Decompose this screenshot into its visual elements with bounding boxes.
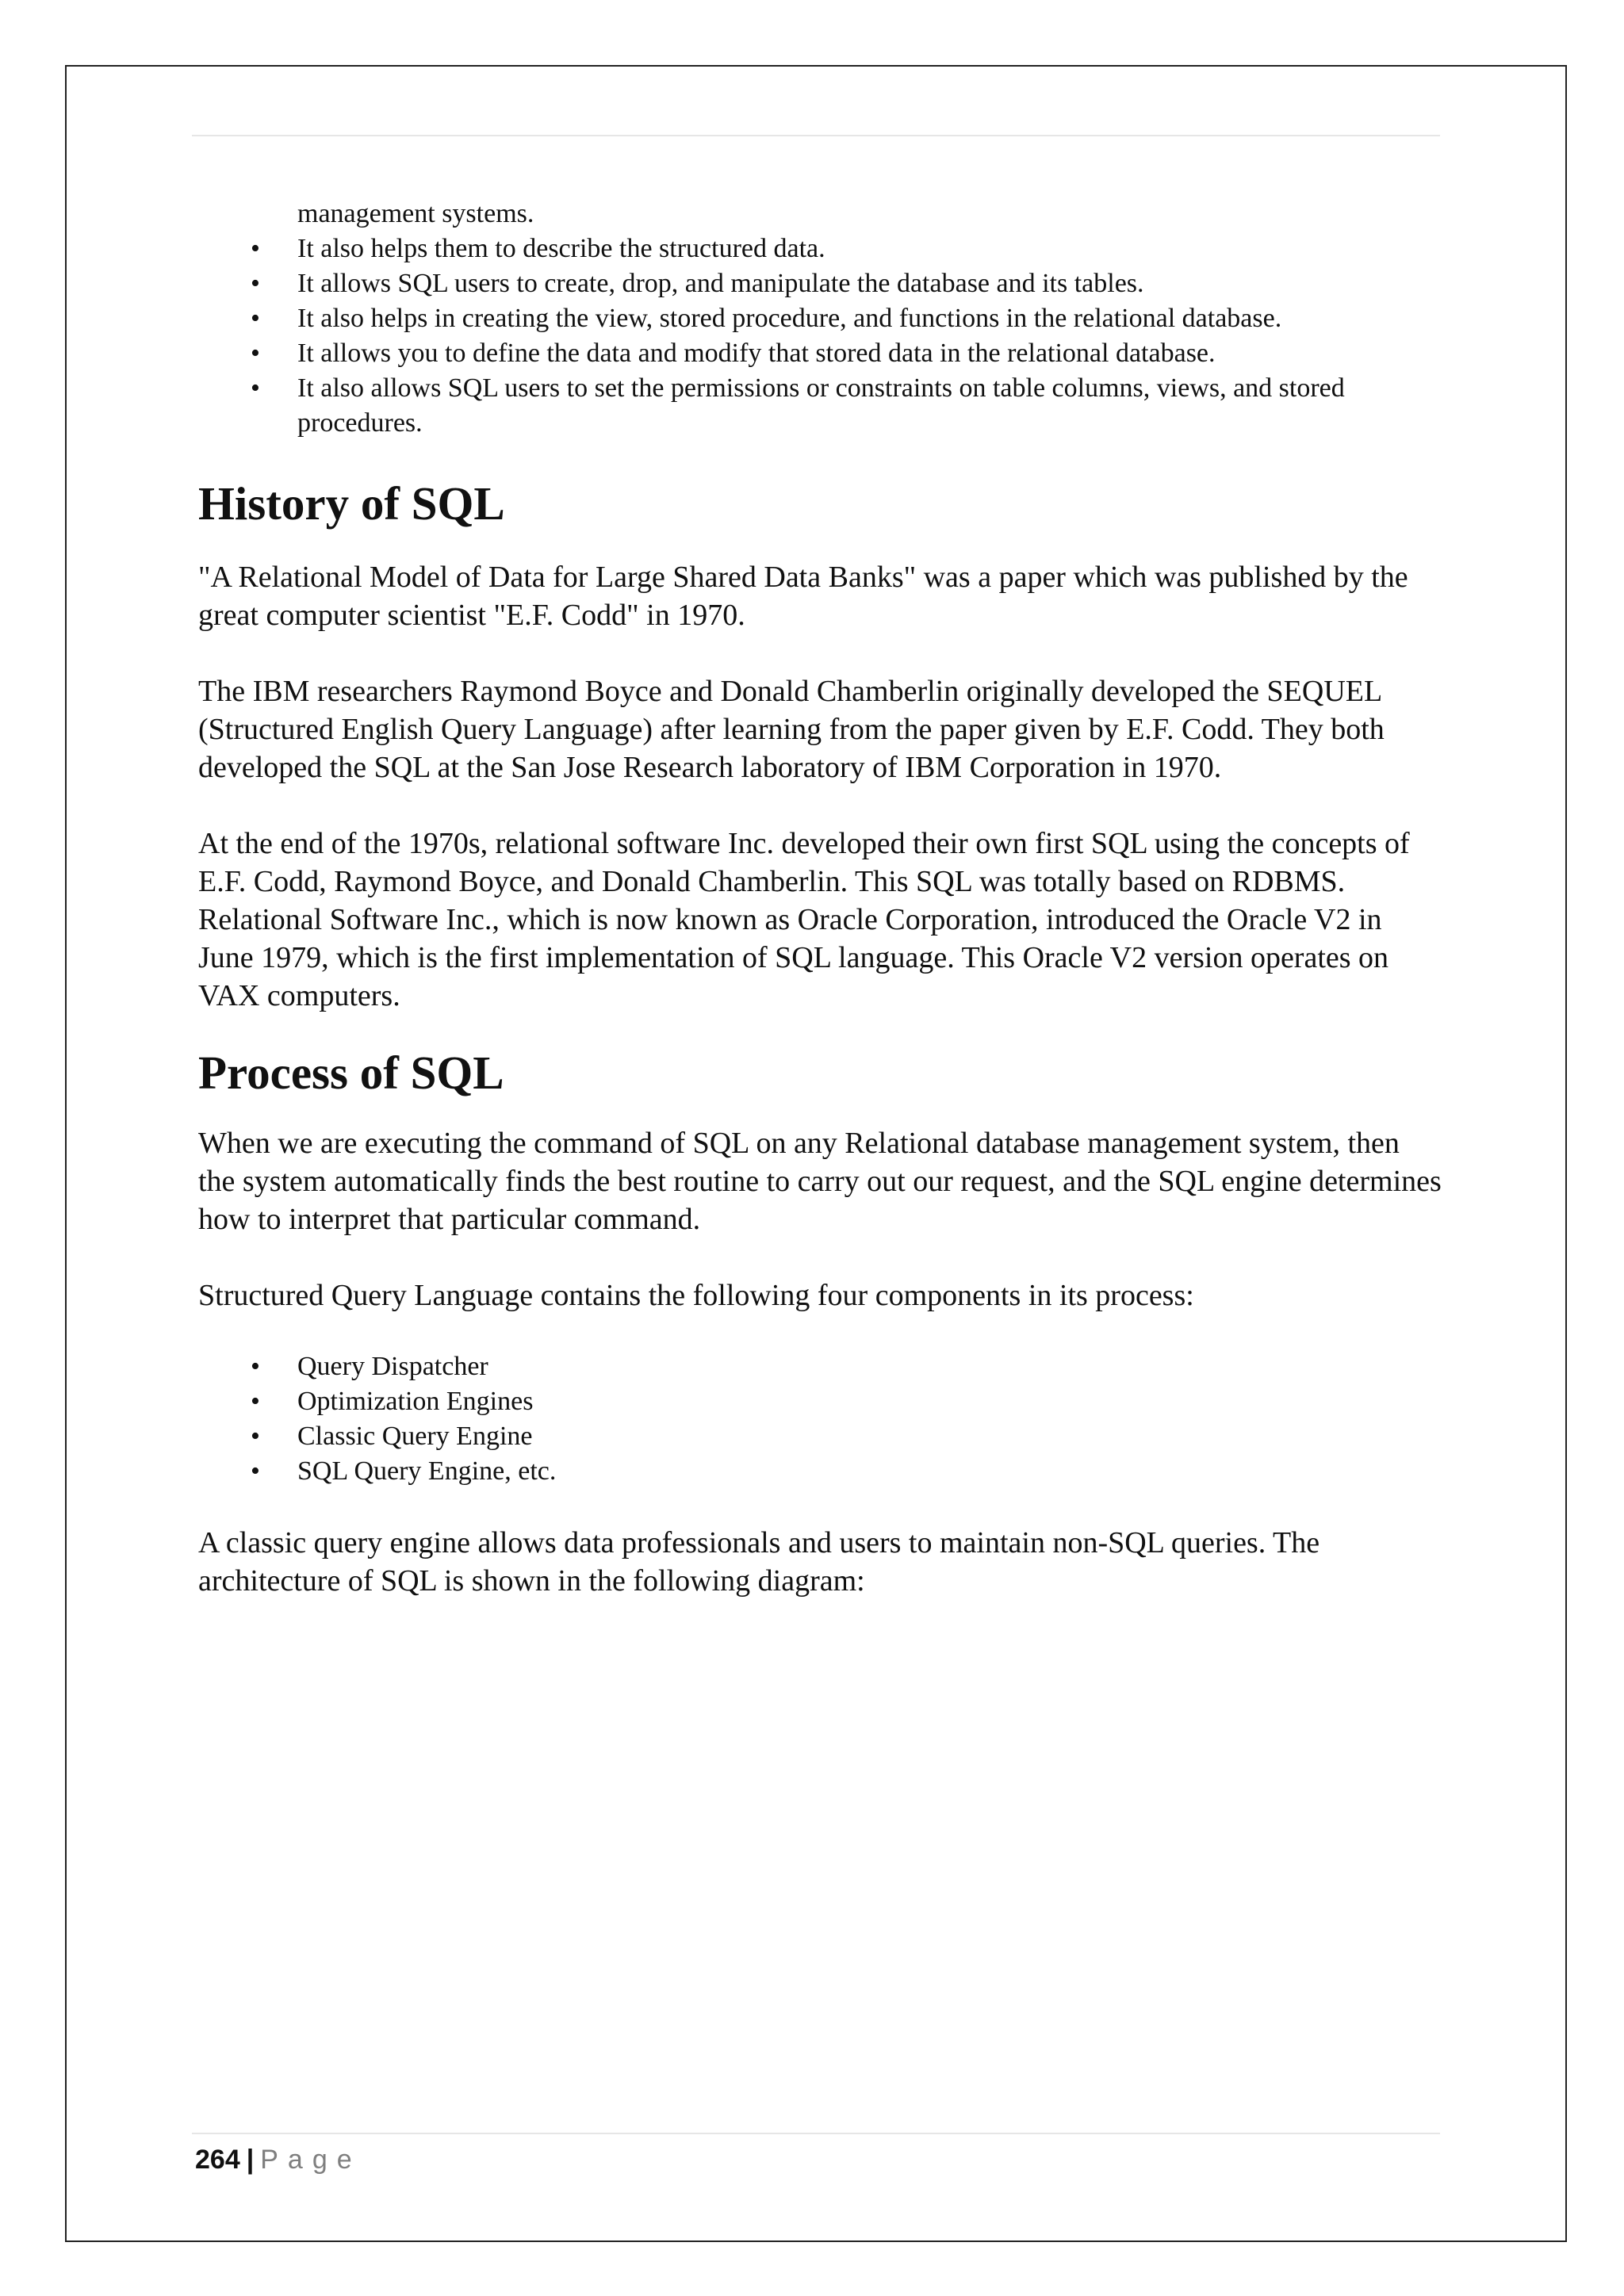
list-item: • Query Dispatcher (198, 1349, 1443, 1384)
list-item: • Optimization Engines (198, 1384, 1443, 1419)
components-list (198, 1349, 1443, 1489)
footer-separator: | (246, 2145, 255, 2175)
list-item: • SQL Query Engine, etc. (198, 1454, 1443, 1489)
page-footer (195, 2144, 362, 2175)
list-item: • It also allows SQL users to set the permissions or constraints on table columns, views, and stored procedures. (198, 371, 1443, 441)
history-heading: History of SQL (198, 477, 505, 530)
bullet-icon: • (251, 373, 260, 403)
bullet-icon: • (251, 1352, 260, 1381)
bullet-icon: • (251, 1422, 260, 1451)
footer-rule (192, 2133, 1440, 2134)
bullet-icon: • (251, 339, 260, 368)
list-item: • It allows SQL users to create, drop, and manipulate the database and its tables. (198, 266, 1443, 301)
history-paragraph: At the end of the 1970s, relational software Inc. developed their own first SQL using the concepts of E.F. Codd, Raymond Boyce, and Donald Chamberlin. This SQL was totally based on RDBMS. Relational Software Inc., which is now known as Oracle Corporation, introduced the Oracle V2 in June 1979, which is the first implementation of SQL language. This Oracle V2 version operates on VAX computers. (198, 827, 1410, 1012)
page-number: 264 (195, 2145, 240, 2175)
bullet-icon: • (251, 1387, 260, 1416)
process-intro: When we are executing the command of SQL on any Relational database management system, then the system automatically finds the best routine to carry out our request, and the SQL engine determines how to interpret that particular command. (198, 1127, 1442, 1236)
bullet-icon: • (251, 1456, 260, 1486)
features-list (198, 197, 1443, 441)
list-item: • It allows you to define the data and modify that stored data in the relational database. (198, 336, 1443, 371)
closing-paragraph: A classic query engine allows data professionals and users to maintain non-SQL queries. The architecture of SQL is shown in the following diagram: (198, 1526, 1320, 1598)
components-intro: Structured Query Language contains the following four components in its process: (198, 1279, 1194, 1312)
list-item-continuation: management systems. (297, 199, 534, 228)
bullet-icon: • (251, 234, 260, 263)
page-content (198, 197, 1443, 1600)
header-rule (192, 135, 1440, 136)
list-item: • It also helps them to describe the structured data. (198, 232, 1443, 266)
list-item: • Classic Query Engine (198, 1419, 1443, 1454)
list-item: • It also helps in creating the view, stored procedure, and functions in the relational database. (198, 301, 1443, 336)
bullet-icon: • (251, 269, 260, 298)
page-word: Page (260, 2145, 362, 2175)
process-heading: Process of SQL (198, 1047, 504, 1099)
history-paragraph: "A Relational Model of Data for Large Shared Data Banks" was a paper which was published by the great computer scientist "E.F. Codd" in 1970. (198, 561, 1408, 632)
bullet-icon: • (251, 304, 260, 333)
history-paragraph: The IBM researchers Raymond Boyce and Donald Chamberlin originally developed the SEQUEL (Structured English Query Language) after learning from the paper given by E.F. Codd. They both developed the SQL at the San Jose Research laboratory of IBM Corporation in 1970. (198, 675, 1385, 784)
